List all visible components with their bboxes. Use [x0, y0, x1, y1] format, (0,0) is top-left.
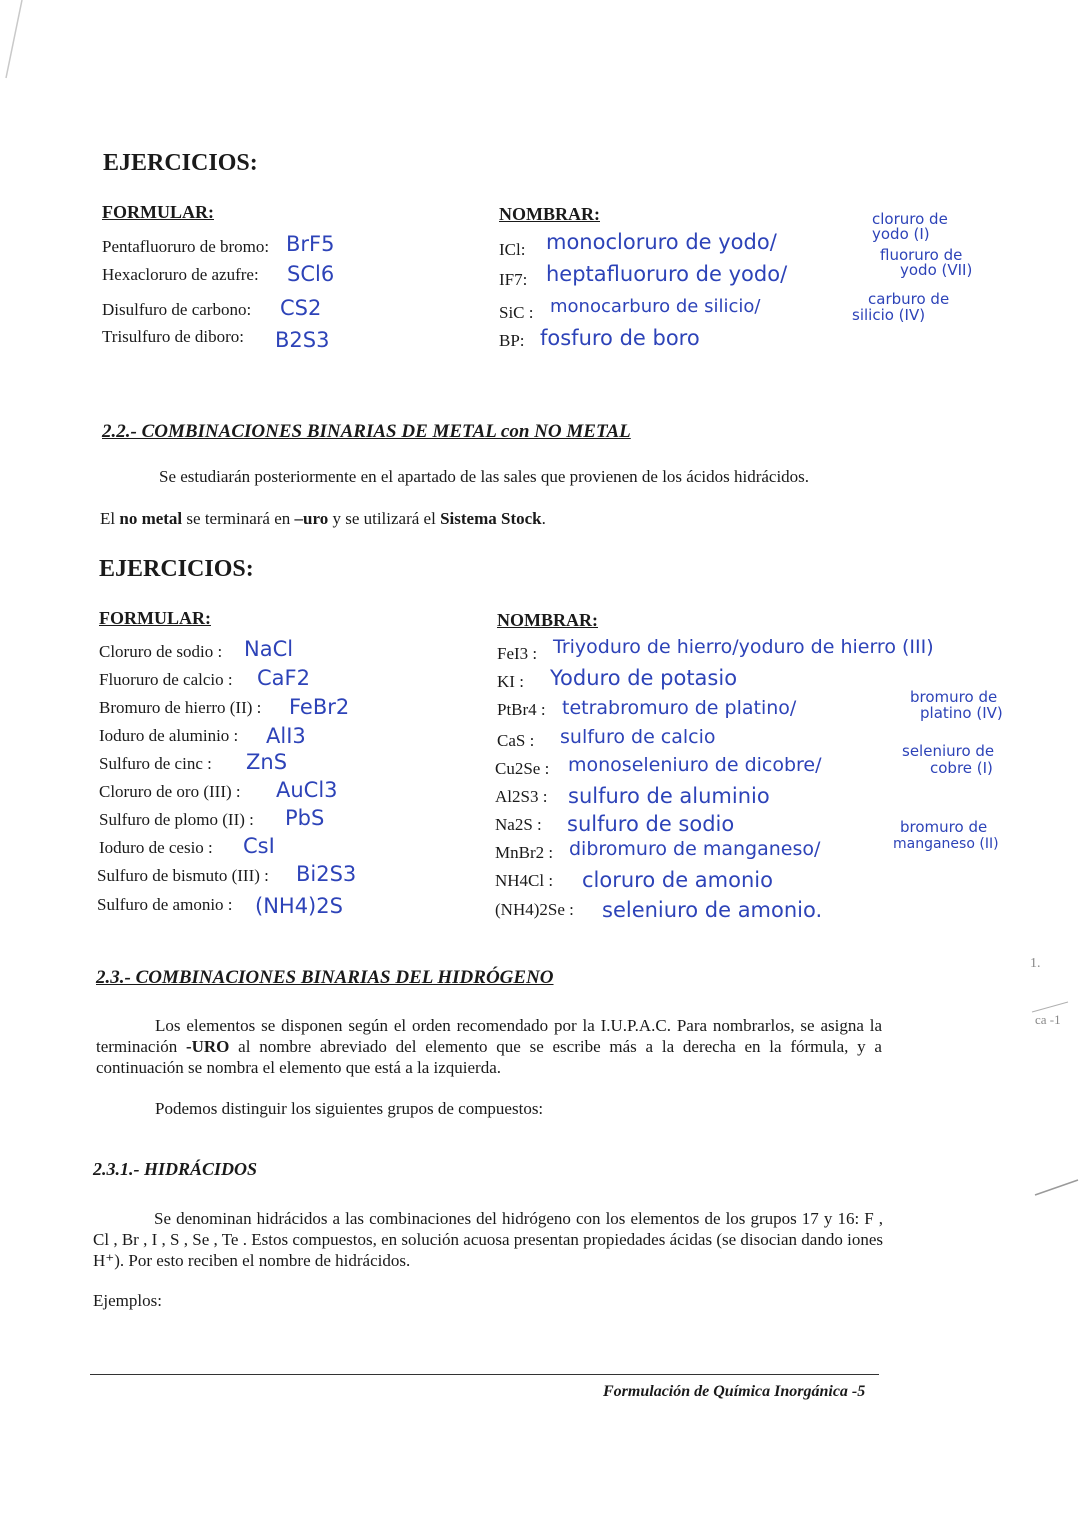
nombrar-formula: NH4Cl : [495, 871, 554, 890]
formular-answer: CsI [243, 834, 275, 858]
formular-answer: SCl6 [287, 262, 335, 286]
exercises-heading-1: EJERCICIOS: [103, 150, 258, 176]
nombrar-formula: SiC : [499, 303, 534, 322]
formular-label: Disulfuro de carbono: [102, 300, 252, 319]
nombrar-formula: CaS : [497, 731, 535, 750]
exercises-heading-2: EJERCICIOS: [99, 556, 254, 582]
nombrar-answer-alt: cloruro de [872, 210, 948, 228]
formular-label: Cloruro de oro (III) : [99, 782, 241, 801]
nombrar-answer: seleniuro de amonio. [602, 898, 823, 922]
nombrar-formula: Na2S : [495, 815, 542, 834]
formular-label: Sulfuro de bismuto (III) : [97, 866, 269, 885]
nombrar-answer: Triyoduro de hierro/yoduro de hierro (III) [553, 636, 934, 658]
nombrar-answer-alt: cobre (I) [930, 759, 993, 777]
nombrar-heading-1: NOMBRAR: [499, 204, 600, 224]
nombrar-formula: FeI3 : [497, 644, 538, 663]
nombrar-formula: Al2S3 : [495, 787, 548, 806]
nombrar-answer-alt: bromuro de [900, 818, 988, 836]
nombrar-formula: Cu2Se : [495, 759, 550, 778]
margin-note: 1. [1030, 956, 1041, 971]
nombrar-answer: heptafluoruro de yodo/ [546, 262, 788, 286]
nombrar-answer: Yoduro de potasio [550, 666, 738, 690]
nombrar-answer-alt: yodo (VII) [900, 261, 973, 279]
nombrar-answer: monocloruro de yodo/ [546, 230, 777, 254]
formular-answer: AlI3 [266, 724, 306, 748]
nombrar-answer: cloruro de amonio [582, 868, 773, 892]
section-2-3-paragraph-1: Los elementos se disponen según el orden recomendado por la I.U.P.A.C. Para nombrarlos, se asigna la terminación -URO al nombre abreviado del elemento que se escribe más a la derecha en la fórmula, y a continuación se nombra el elemento que está a la izquierda. [96, 1016, 882, 1077]
formular-answer: B2S3 [275, 328, 330, 352]
nombrar-answer: sulfuro de sodio [567, 812, 735, 836]
formular-label: Ioduro de cesio : [99, 838, 213, 857]
formular-label: Trisulfuro de diboro: [102, 327, 244, 346]
formular-label: Bromuro de hierro (II) : [99, 698, 262, 717]
formular-label: Hexacloruro de azufre: [102, 265, 259, 284]
formular-heading-1: FORMULAR: [102, 202, 214, 222]
section-title-2-3-1: 2.3.1.- HIDRÁCIDOS [93, 1159, 258, 1179]
nombrar-heading-2: NOMBRAR: [497, 610, 598, 630]
formular-answer: CaF2 [257, 666, 310, 690]
section-title-2-3: 2.3.- COMBINACIONES BINARIAS DEL HIDRÓGENO [96, 967, 554, 988]
nombrar-answer: tetrabromuro de platino/ [562, 697, 797, 719]
formular-label: Ioduro de aluminio : [99, 726, 239, 745]
nombrar-answer-alt: platino (IV) [920, 704, 1003, 722]
section-2-2-paragraph-2: El no metal se terminará en –uro y se utilizará el Sistema Stock. [100, 509, 546, 528]
section-2-3-1-paragraph: Se denominan hidrácidos a las combinaciones del hidrógeno con los elementos de los grupos 17 y 16: F , Cl , Br , I , S , Se , Te . Estos compuestos, en solución acuosa presentan propiedades ácidas (se disocian dando iones H⁺). Por esto reciben el nombre de hidrácidos. [93, 1209, 883, 1270]
nombrar-answer-alt: fluoruro de [880, 246, 963, 264]
nombrar-formula: PtBr4 : [497, 700, 546, 719]
section-title-2-2: 2.2.- COMBINACIONES BINARIAS DE METAL con NO METAL [102, 421, 631, 442]
nombrar-formula: (NH4)2Se : [495, 900, 574, 919]
formular-label: Sulfuro de plomo (II) : [99, 810, 254, 829]
nombrar-answer-alt: yodo (I) [872, 225, 930, 243]
section-2-2-paragraph-1: Se estudiarán posteriormente en el apartado de las sales que provienen de los ácidos hidrácidos. [159, 467, 810, 486]
margin-note: ca -1 [1035, 1012, 1061, 1027]
formular-answer: AuCl3 [276, 778, 338, 802]
formular-label: Cloruro de sodio : [99, 642, 223, 661]
nombrar-answer: fosfuro de boro [540, 326, 700, 350]
nombrar-formula: BP: [499, 331, 525, 350]
nombrar-formula: IF7: [499, 270, 528, 289]
nombrar-answer-alt: seleniuro de [902, 742, 995, 760]
formular-answer: NaCl [244, 637, 294, 661]
formular-label: Sulfuro de cinc : [99, 754, 212, 773]
nombrar-formula: KI : [497, 672, 524, 691]
nombrar-answer-alt: carburo de [868, 290, 950, 308]
formular-label: Sulfuro de amonio : [97, 895, 233, 914]
nombrar-answer-alt: silicio (IV) [852, 306, 926, 324]
formular-heading-2: FORMULAR: [99, 608, 211, 628]
nombrar-answer: sulfuro de calcio [560, 726, 716, 748]
formular-answer: PbS [285, 806, 325, 830]
examples-label: Ejemplos: [93, 1291, 162, 1310]
footer-rule [90, 1374, 879, 1375]
nombrar-answer: dibromuro de manganeso/ [569, 838, 821, 860]
formular-label: Pentafluoruro de bromo: [102, 237, 270, 256]
nombrar-answer: monocarburo de silicio/ [550, 296, 761, 317]
formular-answer: BrF5 [286, 232, 335, 256]
nombrar-answer: monoseleniuro de dicobre/ [568, 754, 822, 776]
formular-answer: (NH4)2S [255, 894, 343, 918]
formular-answer: CS2 [280, 296, 322, 320]
formular-answer: Bi2S3 [296, 862, 357, 886]
nombrar-answer-alt: manganeso (II) [893, 836, 999, 852]
nombrar-answer-alt: bromuro de [910, 688, 998, 706]
footer-title: Formulación de Química Inorgánica -5 [603, 1383, 866, 1400]
nombrar-formula: MnBr2 : [495, 843, 554, 862]
section-2-3-paragraph-2: Podemos distinguir los siguientes grupos de compuestos: [155, 1099, 544, 1118]
nombrar-formula: ICl: [499, 240, 526, 259]
formular-label: Fluoruro de calcio : [99, 670, 233, 689]
formular-answer: ZnS [246, 750, 288, 774]
formular-answer: FeBr2 [289, 695, 350, 719]
nombrar-answer: sulfuro de aluminio [568, 784, 770, 808]
